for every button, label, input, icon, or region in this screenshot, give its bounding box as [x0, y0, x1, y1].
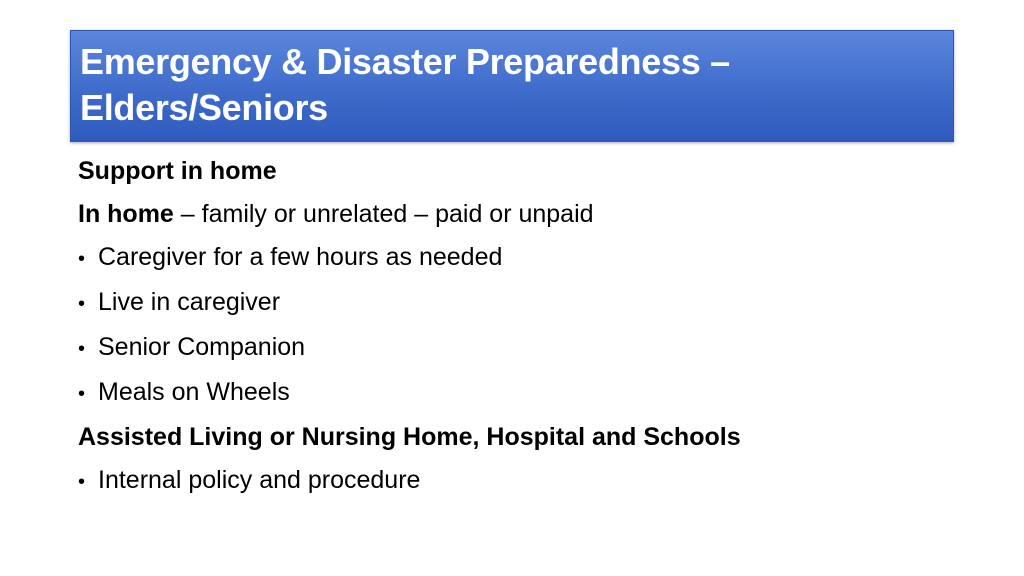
list-item [78, 459, 958, 504]
in-home-description: – family or unrelated – paid or unpaid [173, 200, 594, 228]
list-item-text: Live in caregiver [98, 288, 281, 316]
in-home-line [78, 193, 958, 236]
list-item-text: Internal policy and procedure [98, 466, 421, 494]
list-item-text: Senior Companion [98, 333, 306, 361]
title-banner [70, 30, 954, 142]
slide-body [78, 150, 958, 504]
list-item-text: Caregiver for a few hours as needed [98, 243, 503, 271]
slide-title-line-2: Elders/Seniors [80, 87, 328, 128]
slide-title-line-1: Emergency & Disaster Preparedness – [80, 41, 730, 82]
in-home-label: In home [78, 200, 174, 228]
bullet-icon: • [78, 338, 86, 360]
list-item-text: Meals on Wheels [98, 378, 290, 406]
bullet-icon: • [78, 471, 86, 493]
bullet-icon: • [78, 248, 86, 270]
list-item [78, 326, 958, 371]
bullet-icon: • [78, 293, 86, 315]
list-item [78, 236, 958, 281]
heading-assisted-living: Assisted Living or Nursing Home, Hospital and Schools [78, 423, 741, 451]
heading-support-in-home: Support in home [78, 157, 277, 185]
list-item [78, 281, 958, 326]
bullet-icon: • [78, 383, 86, 405]
list-item [78, 371, 958, 416]
